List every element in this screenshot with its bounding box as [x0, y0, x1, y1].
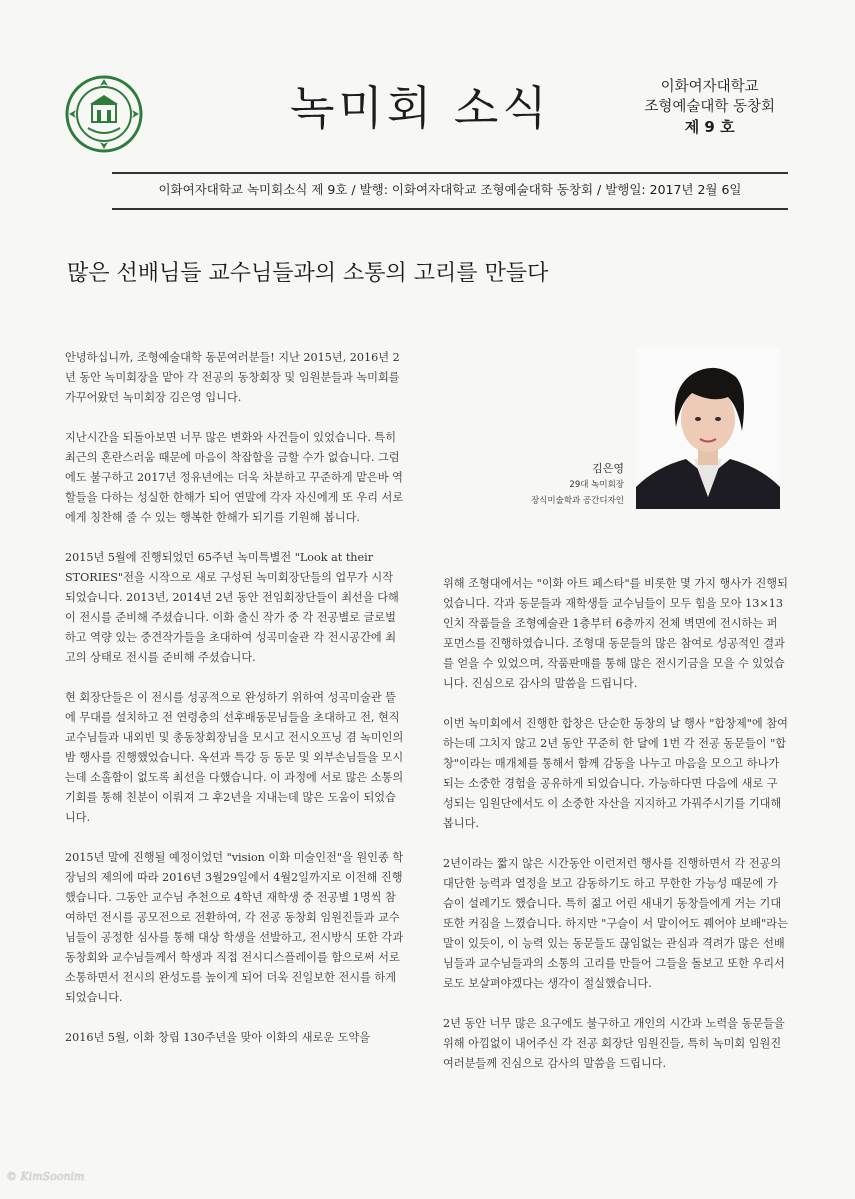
paragraph: 2년이라는 짧지 않은 시간동안 이런저런 행사를 진행하면서 각 전공의 대단한 능력과 열정을 보고 감동하기도 하고 무한한 가능성 때문에 가슴이 설레기도 했습니다. 특히 젊고 어린 새내기 동창들에게 거는 기대 또한 커짐을 느꼈습니다. 하지만 "구슬이 서 말이어도 꿰어야 보배"라는 말이 있듯이, 이 능력 있는 동문들도 끊임없는 관심과 격려가 많은 선배님들과 교수님들과의 소통의 고리를 만들어 그들을 돌보고 또한 우리서로도 보살펴야겠다는 생각이 절실했습니다. — [443, 857, 788, 990]
paragraph: 위해 조형대에서는 "이화 아트 페스타"를 비롯한 몇 가지 행사가 진행되었습니다. 각과 동문들과 재학생들 교수님들이 모두 힘을 모아 13×13인치 작품들을 조형예술관 1층부터 6층까지 전체 벽면에 전시하는 퍼포먼스를 진행하였습니다. 조형대 동문들의 많은 참여로 성공적인 결과를 얻을 수 있었으며, 작품판매를 통해 많은 전시기금을 모을 수 있었습니다. 진심으로 감사의 말씀을 드립니다. — [443, 577, 788, 690]
paragraph: 현 회장단들은 이 전시를 성공적으로 완성하기 위하여 성곡미술관 뜰에 무대를 설치하고 전 연령층의 선후배동문님들을 초대하고 전, 현직 교수님들과 내외빈 및 총동창회장님을 모시고 전시오프닝 겸 녹미인의 밤 행사를 진행했었습니다. 옥션과 특강 등 동문 및 외부손님들을 모시는데 소홀함이 없도록 최선을 다했습니다. 이 과정에 서로 많은 소통의 기회를 통해 친분이 이뤄져 그 후2년을 지내는데 많은 도움이 되었습니다. — [65, 691, 404, 824]
paragraph: 2년 동안 너무 많은 요구에도 불구하고 개인의 시간과 노력을 동문들을 위해 아낌없이 내어주신 각 전공 회장단 임원진들, 특히 녹미회 임원진 여러분들께 진심으로 감사의 말씀을 드립니다. — [443, 1017, 785, 1070]
ewha-seal-icon — [64, 74, 144, 154]
paragraph: 지난시간을 되돌아보면 너무 많은 변화와 사건들이 있었습니다. 특히 최근의 혼란스러움 때문에 마음이 착잡함을 금할 수가 없습니다. 그럼에도 불구하고 2017년 정유년에는 더욱 차분하고 꾸준하게 맡은바 역할들을 다하는 성실한 한해가 되어 연말에 각자 자신에게 또 우리 서로에게 칭찬해 줄 수 있는 행복한 한해가 되기를 기원해 봅니다. — [65, 431, 404, 524]
author-portrait — [636, 347, 780, 509]
paragraph: 2016년 5월, 이화 창립 130주년을 맞아 이화의 새로운 도약을 — [65, 1031, 371, 1044]
header-rule-bottom — [112, 208, 788, 210]
portrait-image — [636, 347, 780, 509]
publisher-block — [644, 77, 775, 137]
right-column — [443, 574, 788, 1094]
paragraph: 2015년 말에 진행될 예정이었던 "vision 이화 미술인전"을 원인종 학장님의 제의에 따라 2016년 3월29일에서 4월2일까지로 이전해 진행했습니다. 그동안 교수님 추천으로 4학년 재학생 중 전공별 1명씩 참여하던 전시를 공모전으로 전환하여, 각 전공 동창회 임원진들과 교수님들이 공정한 심사를 통해 대상 학생을 선발하고, 전시방식 또한 각과 동창회와 교수님들께서 학생과 직접 전시디스플레이를 함으로써 서로 소통하면서 전시의 완성도를 높이게 되어 더욱 진일보한 전시를 하게 되었습니다. — [65, 851, 404, 1004]
paragraph: 안녕하십니까, 조형예술대학 동문여러분들! 지난 2015년, 2016년 2년 동안 녹미회장을 맡아 각 전공의 동창회장 및 임원분들과 녹미회를 가꾸어왔던 녹미회장 김은영 입니다. — [65, 351, 400, 404]
ewha-seal-logo — [64, 74, 144, 154]
paragraph: 이번 녹미회에서 진행한 합창은 단순한 동창의 날 행사 "합창제"에 참여하는데 그치지 않고 2년 동안 꾸준히 한 달에 1번 각 전공 동문들이 "합창"이라는 매개체를 통해서 함께 감동을 나누고 마음을 모으고 하나가 되는 소중한 경험을 공유하게 되었습니다. 가능하다면 다음에 새로 구성되는 임원단에서도 이 소중한 자산을 지지하고 가꿔주시기를 기대해 봅니다. — [443, 717, 788, 830]
publication-info: 이화여자대학교 녹미회소식 제 9호 / 발행: 이화여자대학교 조형예술대학 동창회 / 발행일: 2017년 2월 6일 — [158, 182, 742, 197]
article-headline: 많은 선배님들 교수님들과의 소통의 고리를 만들다 — [67, 261, 549, 286]
org-alumni-association: 조형예술대학 동창회 — [644, 99, 775, 115]
org-university: 이화여자대학교 — [660, 79, 759, 95]
issue-number: 제 9 호 — [684, 118, 735, 136]
portrait-caption-role: 29대 녹미회장 — [569, 480, 624, 490]
portrait-caption-name: 김은영 — [592, 462, 624, 475]
paragraph: 2015년 5월에 진행되었던 65주년 녹미특별전 "Look at their STORIES"전을 시작으로 새로 구성된 녹미회장단들의 업무가 시작 되었습니다. 2013년, 2014년 2년 동안 전임회장단들이 최선을 다해 이 전시를 준비해 주셨습니다. 이화 출신 작가 중 각 전공별로 글로벌하고 역량 있는 중견작가들을 초대하여 성곡미술관 각 전시공간에 최고의 상태로 전시를 준비해 주셨습니다. — [65, 551, 399, 664]
copyright-watermark: © KimSoonim — [6, 1170, 85, 1183]
left-column — [65, 348, 405, 1068]
header-rule-top — [112, 172, 788, 174]
portrait-caption-department: 장식미술학과 공간디자인 — [530, 496, 624, 506]
masthead-title: 녹미회 소식 — [290, 81, 551, 135]
